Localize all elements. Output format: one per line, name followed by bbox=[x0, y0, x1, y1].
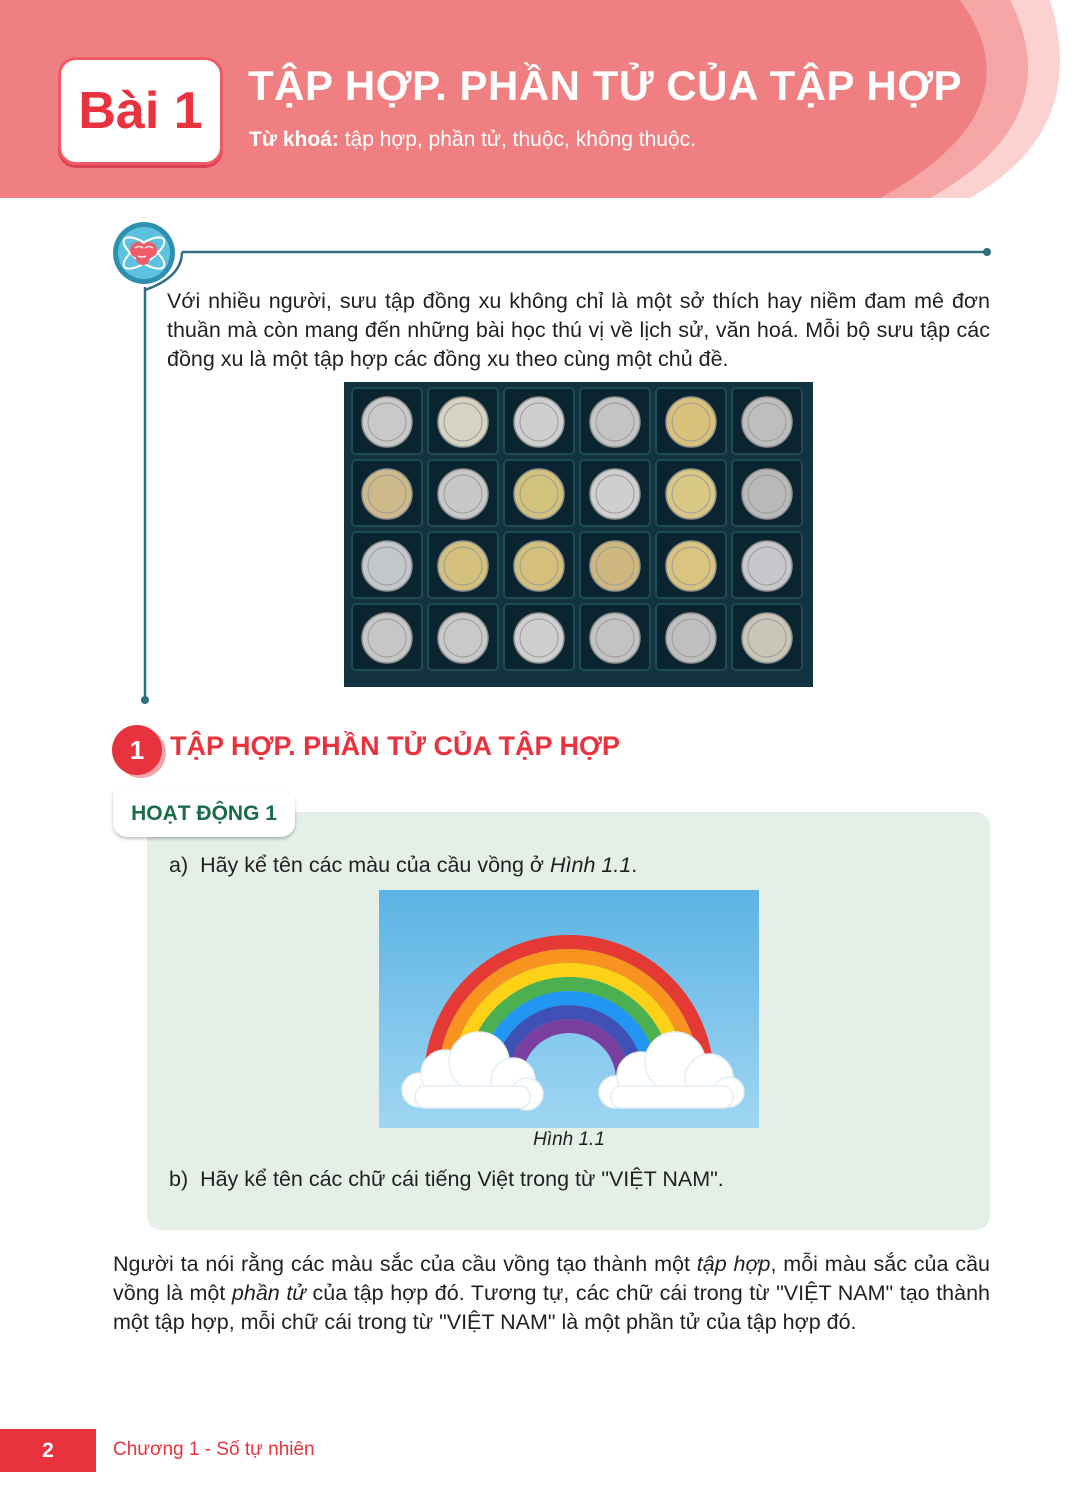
body-paragraph bbox=[113, 1250, 990, 1337]
question-a-figure-ref: Hình 1.1 bbox=[550, 853, 632, 877]
coin bbox=[666, 541, 716, 591]
coin bbox=[742, 469, 792, 519]
coin bbox=[666, 469, 716, 519]
question-a bbox=[169, 853, 637, 878]
body-text-2: , mỗi màu sắc của cầu vồng là một bbox=[113, 1252, 990, 1305]
coin bbox=[514, 469, 564, 519]
coin bbox=[742, 397, 792, 447]
lesson-title: TẬP HỢP. PHẦN TỬ CỦA TẬP HỢP bbox=[248, 62, 963, 109]
question-b-text: Hãy kể tên các chữ cái tiếng Việt trong từ "VIỆT NAM". bbox=[200, 1167, 724, 1191]
question-a-label: a) bbox=[169, 853, 189, 877]
intro-paragraph: Với nhiều người, sưu tập đồng xu không chỉ là một sở thích hay niềm đam mê đơn thuần mà còn mang đến những bài học thú vị về lịch sử, văn hoá. Mỗi bộ sưu tập các đồng xu là một tập hợp các đồng xu theo cùng một chủ đề. bbox=[167, 289, 990, 371]
question-b-label: b) bbox=[169, 1167, 189, 1191]
lesson-header bbox=[0, 0, 1075, 198]
figure-caption: Hình 1.1 bbox=[533, 1129, 605, 1150]
coin bbox=[362, 397, 412, 447]
coin bbox=[438, 613, 488, 663]
chapter-label: Chương 1 - Số tự nhiên bbox=[113, 1439, 315, 1460]
keywords-line bbox=[249, 128, 696, 152]
question-a-text: Hãy kể tên các màu của cầu vồng ở bbox=[200, 853, 550, 877]
section-title: TẬP HỢP. PHẦN TỬ CỦA TẬP HỢP bbox=[170, 731, 621, 761]
coin bbox=[362, 613, 412, 663]
keywords-list: tập hợp, phần tử, thuộc, không thuộc. bbox=[338, 128, 696, 151]
page-number: 2 bbox=[0, 1429, 96, 1472]
question-a-end: . bbox=[631, 853, 638, 877]
coin bbox=[514, 541, 564, 591]
coin bbox=[590, 397, 640, 447]
term-tap-hop: tập hợp bbox=[696, 1252, 771, 1276]
rainbow-image bbox=[379, 890, 759, 1128]
coin bbox=[438, 397, 488, 447]
coin-collection-image bbox=[344, 382, 813, 687]
coin bbox=[590, 541, 640, 591]
question-b bbox=[169, 1167, 724, 1192]
section-number-badge: 1 bbox=[112, 725, 162, 775]
coin bbox=[514, 397, 564, 447]
coin bbox=[742, 613, 792, 663]
coin bbox=[742, 541, 792, 591]
coin bbox=[362, 541, 412, 591]
coin bbox=[666, 397, 716, 447]
body-text-3: của tập hợp đó. Tương tự, các chữ cái trong từ "VIỆT NAM" tạo thành một tập hợp, mỗi chữ cái trong từ "VIỆT NAM" là một phần tử của tập hợp đó. bbox=[113, 1281, 991, 1334]
coin bbox=[438, 469, 488, 519]
term-phan-tu: phần tử bbox=[231, 1281, 306, 1305]
activity-tab-label: HOẠT ĐỘNG 1 bbox=[113, 791, 295, 837]
coin bbox=[590, 469, 640, 519]
coin bbox=[666, 613, 716, 663]
coin bbox=[362, 469, 412, 519]
keywords-label: Từ khoá: bbox=[249, 128, 339, 151]
lesson-number-badge: Bài 1 bbox=[58, 57, 223, 165]
brain-atom-icon bbox=[111, 220, 177, 286]
coin bbox=[590, 613, 640, 663]
coin bbox=[438, 541, 488, 591]
coin bbox=[514, 613, 564, 663]
body-text-1: Người ta nói rằng các màu sắc của cầu vồng tạo thành một bbox=[113, 1252, 697, 1276]
